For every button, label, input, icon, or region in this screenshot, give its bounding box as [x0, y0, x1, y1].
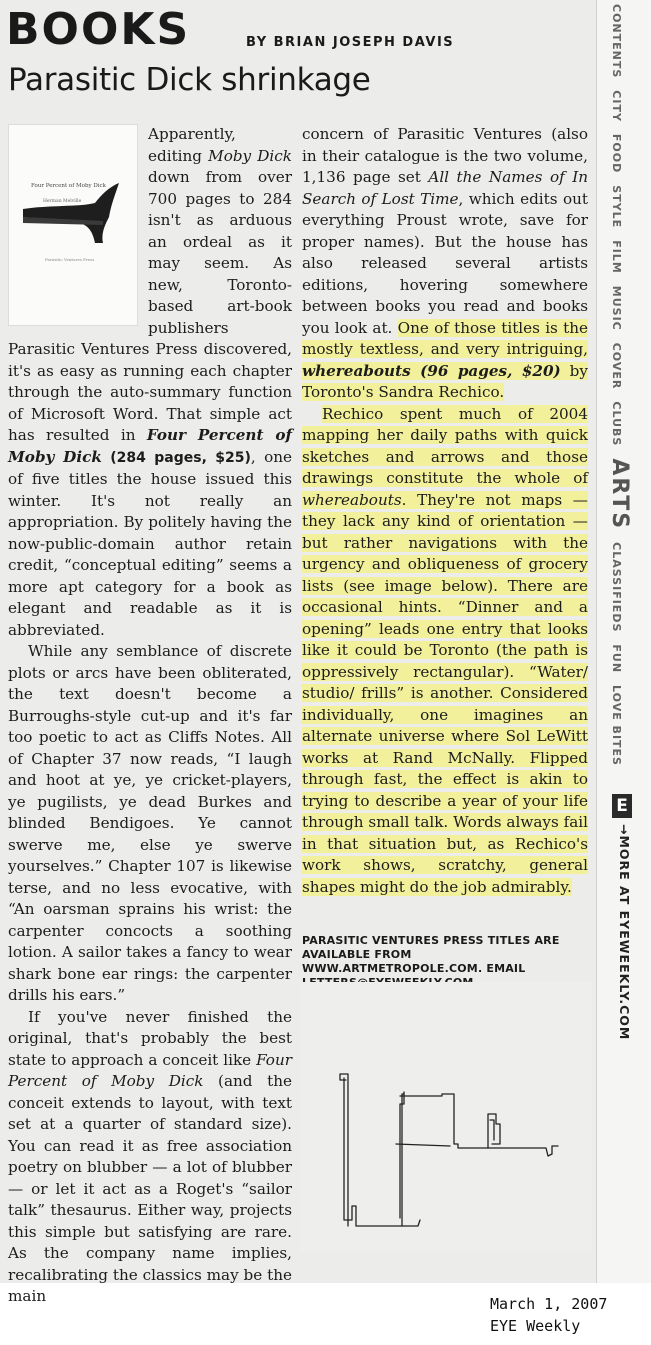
book-cover-image — [8, 124, 138, 326]
whereabouts-sketch — [300, 982, 592, 1252]
article-column-2 — [302, 124, 588, 898]
nav-item-food[interactable]: FOOD — [610, 133, 623, 174]
article-column-1 — [8, 124, 292, 1308]
paragraph: While any semblance of discrete plots or arcs have been obliterated, the text doesn't become a Burroughs-style cut-up and it's far too poetic to act as Cliffs Notes. All of Chapter 37 now reads, “I laugh and hoot at ye, ye cricket-players, ye pugilists, ye dead Burkes and blinded Bendigoes. Ye cannot swerve me, else ye swerve yourselves.” Chapter 107 is likewise terse, and no less evocative, with “An oarsman sprains his wrist: the carpenter concocts a soothing lotion. A sailor takes a fancy to wear shark bone ear rings: the carpenter drills his ears.” — [8, 642, 292, 1004]
whale-tail-illustration — [9, 125, 137, 325]
nav-item-film[interactable]: FILM — [610, 240, 623, 274]
paragraph: Apparently, editing Moby Dick down from over 700 pages to 284 isn't as arduous an ordeal as it may seem. As new, Toronto-based art-book publishers Parasitic Ventures Press discovered, it's as easy as running each chapter through the auto-summary function of Microsoft Word. That simple act has resulted in Four Percent of Moby Dick (284 pages, $25), one of five titles the house issued this winter. It's not really an appropriation. By politely having the now-public-domain author retain credit, “conceptual editing” seems a more apt category for a book as elegant and readable as it is abbreviated. — [8, 125, 292, 639]
path-sketch-drawing — [300, 982, 592, 1252]
nav-item-arts-active[interactable]: ARTS — [607, 458, 632, 531]
image-caption: PARASITIC VENTURES PRESS TITLES ARE AVAILABLE FROM WWW.ARTMETROPOLE.COM. EMAIL — [302, 934, 560, 975]
eye-logo-badge: E — [612, 794, 632, 818]
paragraph: concern of Parasitic Ventures (also in their catalogue is the two volume, 1,136 page set All the Names of In Search of Lost Time, which edits out everything Proust wrote, save for proper names). But the house has also released several artists editions, hovering somewhere between books you read and books you look at. One of those titles is the mostly textless, and very intriguing, whereabouts (96 pages, $20) by Toronto's Sandra Rechico. — [302, 125, 589, 401]
date-stamp — [490, 1293, 607, 1337]
nav-item-style[interactable]: STYLE — [610, 185, 623, 229]
paragraph: Rechico spent much of 2004 mapping her daily paths with quick sketches and arrows and those drawings constitute the whole of whereabouts. They're not maps — they lack any kind of orientation — but rather navigations with the urgency and obliqueness of grocery lists (see image below). There are occasional hints. “Dinner and a opening” leads one entry that looks like it could be Toronto (the path is oppressively rectangular). “Water/ studio/ frills” is another. Considered individually, one imagines an alternate universe where Sol LeWitt works at Rand McNally. Flipped through fast, the effect is akin to trying to describe a year of your life through small talk. Words always fail in that situation but, as Rechico's work shows, scratchy, general shapes might do the job admirably. — [302, 404, 588, 896]
nav-item-contents[interactable]: CONTENTS — [610, 4, 623, 79]
section-nav-list — [607, 4, 632, 778]
nav-item-city[interactable]: CITY — [610, 90, 623, 122]
nav-item-classifieds[interactable]: CLASSIFIEDS — [610, 542, 623, 633]
nav-item-fun[interactable]: FUN — [610, 644, 623, 674]
paragraph: If you've never finished the original, that's probably the best state to approach a conceit like Four Percent of Moby Dick (and the conceit extends to layout, with text set at a quarter of standard size). You can read it as free association poetry on blubber — a lot of blubber — or let it act as a Roget's “sailor talk” thesaurus. Either way, projects this simple but satisfying are rare. As the company name implies, recalibrating the classics may be the main — [8, 1007, 292, 1305]
more-at-eyeweekly-link[interactable]: →MORE AT EYEWEEKLY.COM — [617, 824, 632, 1041]
nav-item-music[interactable]: MUSIC — [610, 285, 623, 331]
stamp-date: March 1, 2007 — [490, 1295, 608, 1313]
cover-author: Herman Melville — [43, 199, 82, 204]
nav-item-cover[interactable]: COVER — [610, 342, 623, 390]
cover-title: Four Percent of Moby Dick — [31, 183, 106, 189]
nav-item-love-bites[interactable]: LOVE BITES — [610, 685, 623, 766]
section-label: BOOKS — [6, 4, 191, 55]
stamp-publication: EYE Weekly — [490, 1317, 581, 1335]
nav-item-clubs[interactable]: CLUBS — [610, 401, 623, 447]
headline: Parasitic Dick shrinkage — [8, 62, 371, 98]
byline: BY BRIAN JOSEPH DAVIS — [246, 35, 455, 50]
cover-credit: Parasitic Ventures Press — [45, 257, 95, 262]
